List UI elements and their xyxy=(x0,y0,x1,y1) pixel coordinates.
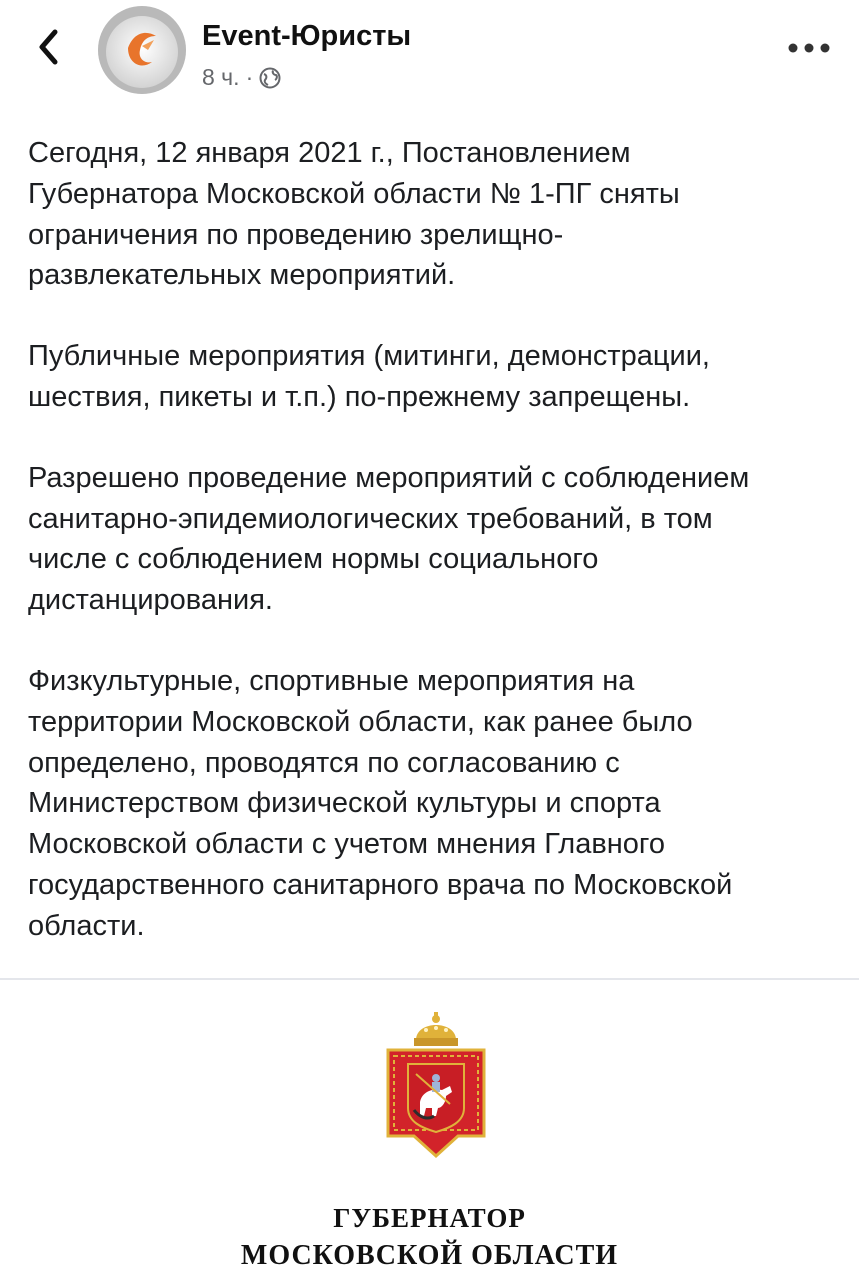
post-meta xyxy=(202,64,281,91)
back-button[interactable] xyxy=(28,22,68,72)
post-time[interactable]: 8 ч. xyxy=(202,64,240,90)
post-paragraph: Публичные мероприятия (митинги, демонстрации, шествия, пикеты и т.п.) по-прежнему запрещены. xyxy=(28,340,710,413)
page-avatar[interactable] xyxy=(98,6,186,94)
document-image[interactable] xyxy=(0,978,859,1282)
chevron-left-icon xyxy=(37,29,59,65)
document-title-line2: МОСКОВСКОЙ ОБЛАСТИ xyxy=(240,1240,619,1271)
post-text xyxy=(28,133,843,947)
post-paragraph: Сегодня, 12 января 2021 г., Постановлением Губернатора Московской области № 1-ПГ сняты ограничения по проведению зрелищно- развлекательных мероприятий. xyxy=(28,137,680,292)
coat-of-arms-icon xyxy=(380,1010,492,1160)
post-header xyxy=(0,0,859,110)
meta-separator: · xyxy=(245,64,254,90)
document-title-line1: ГУБЕРНАТОР xyxy=(333,1203,526,1233)
page-name[interactable]: Event-Юристы xyxy=(202,20,412,52)
avatar-logo xyxy=(98,6,186,94)
globe-icon xyxy=(259,67,281,89)
post-paragraph: Разрешено проведение мероприятий с соблюдением санитарно-эпидемиологических требований, в том числе с соблюдением нормы социального дистанцирования. xyxy=(28,461,750,617)
more-options-button[interactable] xyxy=(786,36,832,60)
more-horizontal-icon xyxy=(786,42,832,54)
post-paragraph: Физкультурные, спортивные мероприятия на территории Московской области, как ранее было определено, проводятся по согласованию с Министерством физической культуры и спорта Московской области с учетом мнения Главного государственного санитарного врача по Московской области. xyxy=(28,664,733,942)
